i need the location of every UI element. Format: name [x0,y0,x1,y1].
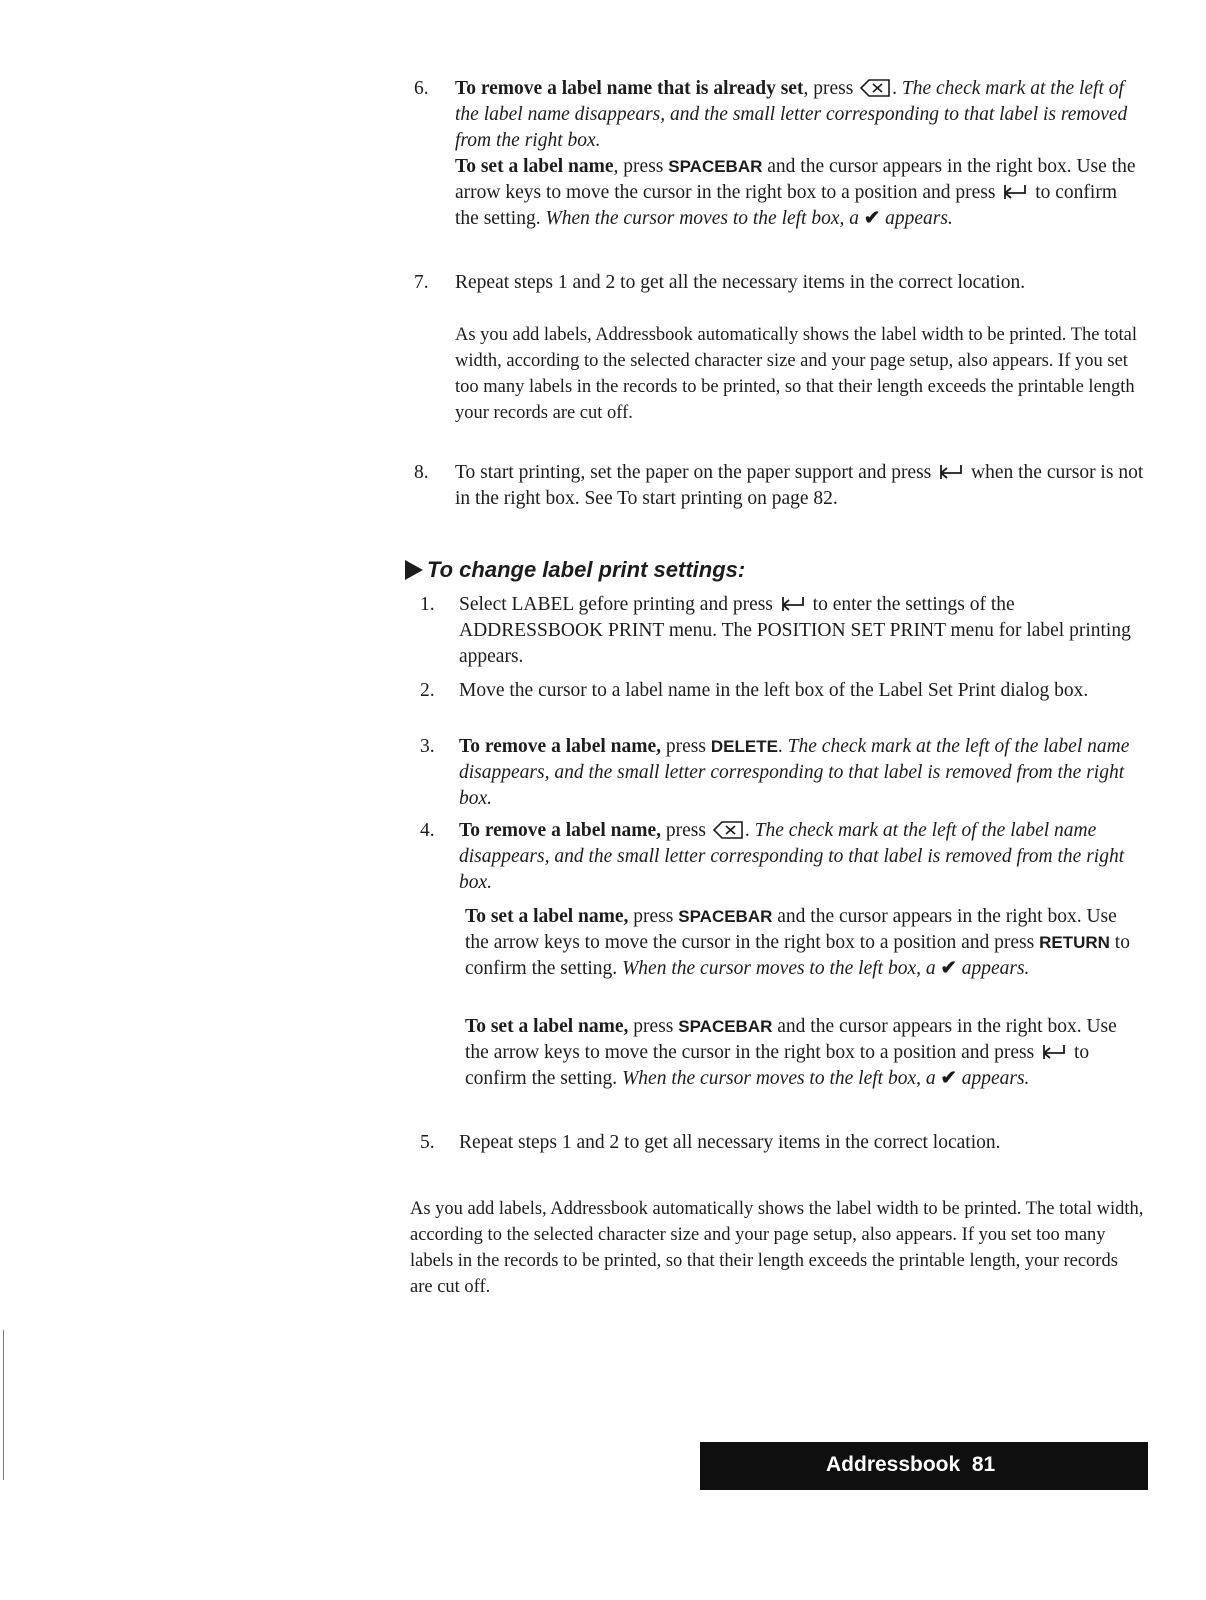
section-step-4-set-2: To set a label name, press SPACEBAR and the cursor appears in the right box. Use the arrow keys to move the cursor in the right box to a position and press to confirm the setting. When the cursor moves to the left box, a ✔ appears. [465,1014,1145,1092]
section-step-2-text: Move the cursor to a label name in the left box of the Label Set Print dialog box. [459,680,1089,701]
page-number: 81 [971,1453,996,1476]
return-key-icon [1002,183,1028,201]
step-6-lead: To remove a label name that is already set [455,78,804,99]
section-step-1-text: Select LABEL gefore printing and press to enter the settings of the ADDRESSBOOK PRINT menu. The POSITION SET PRINT menu for label printing appears. [459,594,1131,667]
step-number: 1. [420,594,435,615]
section-step-4-text: To remove a label name, press . The check mark at the left of the label name disappears, and the small letter corresponding to that label is removed from the right box. [459,820,1125,893]
step-6-italic: The check mark at the left of the label name disappears, and the small letter corresponding to that label is removed from the right box. [455,78,1128,151]
section-step-4-set-1: To set a label name, press SPACEBAR and the cursor appears in the right box. Use the arrow keys to move the cursor in the right box to a position and press RETURN to confirm the setting. When the cursor moves to the left box, a ✔ appears. [465,904,1145,982]
delete-key-icon [860,79,890,97]
key-name: DELETE [710,737,778,756]
section-step-5-text: Repeat steps 1 and 2 to get all necessary items in the correct location. [459,1132,1001,1153]
section-step-3-text: To remove a label name, press DELETE. The check mark at the left of the label name disappears, and the small letter corresponding to that label is removed from the right box. [459,736,1130,809]
step-7-text: Repeat steps 1 and 2 to get all the necessary items in the correct location. [455,272,1026,293]
step-number: 5. [420,1132,435,1153]
footer-label [826,1446,995,1484]
checkmark-icon: ✔ [940,1068,957,1089]
footer-title: Addressbook [826,1453,961,1476]
step-7-paragraph: As you add labels, Addressbook automatically shows the label width to be printed. The total width, according to the selected character size and your page setup, also appears. If you set too many labels in the records to be printed, so that their length exceeds the printable length your records are cut off. [455,325,1137,423]
triangle-bullet-icon [405,560,423,580]
step-6-set-text: To set a label name, press SPACEBAR and the cursor appears in the right box. Use the arrow keys to move the cursor in the right box to a position and press to confirm the setting. When the cursor moves to the left box, a ✔ appears. [455,154,1145,232]
return-key-icon [938,463,964,481]
return-key-icon [1041,1043,1067,1061]
key-name: SPACEBAR [678,1017,773,1036]
key-name: SPACEBAR [678,907,773,926]
delete-key-icon [713,821,743,839]
step-number: 7. [414,272,429,293]
key-name: SPACEBAR [668,157,763,176]
checkmark-icon: ✔ [940,958,957,979]
step-number: 6. [414,78,429,99]
step-number: 4. [420,820,435,841]
key-name: RETURN [1039,933,1110,952]
step-8-text: To start printing, set the paper on the paper support and press when the cursor is not in the right box. See To start printing on page 82. [455,462,1144,509]
step-6-text: To remove a label name that is already set, press . The check mark at the left of the label name disappears, and the small letter corresponding to that label is removed from the right box. [455,78,1128,151]
step-number: 3. [420,736,435,757]
section-heading: To change label print settings: [405,556,745,584]
checkmark-icon: ✔ [863,208,881,229]
closing-paragraph: As you add labels, Addressbook automatically shows the label width to be printed. The total width, according to the selected character size and your page setup, also appears. If you set too many labels in the records to be printed, so that their length exceeds the printable length, your records are cut off. [410,1199,1144,1297]
step-number: 8. [414,462,429,483]
return-key-icon [780,595,806,613]
scan-edge-mark [3,1330,4,1480]
step-number: 2. [420,680,435,701]
